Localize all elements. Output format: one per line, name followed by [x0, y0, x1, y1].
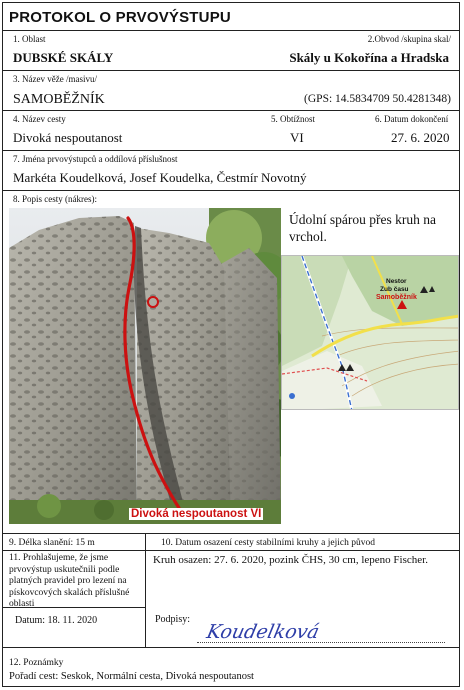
jmena-value: Markéta Koudelková, Josef Koudelka, Čestmír Novotný	[13, 170, 307, 185]
divider	[3, 607, 145, 608]
gps-value: (GPS: 14.5834709 50.4281348)	[304, 93, 451, 105]
map-label-zub: Zub času	[380, 286, 409, 293]
oblast-label: 1. Oblast	[13, 34, 46, 44]
prohlaseni-text: 11. Prohlašujeme, že jsme prvovýstup uskutečnili podle platných pravidel pro lezení na pískovcových skalách příslušné oblasti	[9, 553, 130, 609]
divider	[3, 30, 459, 31]
obvod-value: Skály u Kokořína a Hradska	[289, 50, 449, 65]
slaneni-label: 9. Délka slanění: 15 m	[9, 538, 95, 548]
divider	[3, 647, 459, 648]
podpisy-label: Podpisy:	[155, 614, 191, 625]
route-photo	[9, 208, 281, 524]
cesta-value: Divoká nespoutanost	[13, 130, 123, 145]
poznamky-value: Pořadí cest: Seskok, Normální cesta, Divoká nespoutanost	[9, 671, 254, 682]
divider	[3, 110, 459, 111]
protocol-form	[2, 2, 460, 687]
divider	[3, 533, 459, 534]
obtiznost-value: VI	[290, 130, 304, 145]
vez-label: 3. Název věže /masivu/	[13, 74, 97, 84]
oblast-value: DUBSKÉ SKÁLY	[13, 50, 114, 65]
datum-label: Datum: 18. 11. 2020	[15, 615, 98, 626]
cesta-label: 4. Název cesty	[13, 114, 66, 124]
popis-text: Údolní spárou přes kruh na vrchol.	[289, 212, 436, 244]
obvod-label: 2.Obvod /skupina skal/	[367, 34, 451, 44]
osazeni-value: Kruh osazen: 27. 6. 2020, pozink ČHS, 30 cm, lepeno Fischer.	[153, 554, 428, 566]
datum-dokonceni-label: 6. Datum dokončení	[375, 114, 449, 124]
datum-dokonceni-value: 27. 6. 2020	[391, 130, 450, 145]
map-label-samobeznik: Samoběžník	[376, 294, 417, 301]
divider	[3, 550, 459, 551]
divider	[3, 70, 459, 71]
poznamky-label: 12. Poznámky	[9, 658, 64, 668]
signature-line	[197, 642, 445, 643]
jmena-label: 7. Jména prvovýstupců a oddílová příslušnost	[13, 154, 178, 164]
vez-value: SAMOBĚŽNÍK	[13, 92, 105, 107]
route-label: Divoká nespoutanost VI	[131, 508, 262, 520]
obtiznost-label: 5. Obtížnost	[271, 114, 315, 124]
popis-label: 8. Popis cesty (nákres):	[13, 194, 97, 204]
divider	[3, 150, 459, 151]
divider	[3, 190, 459, 191]
location-map	[281, 255, 459, 410]
form-title: PROTOKOL O PRVOVÝSTUPU	[9, 9, 231, 26]
signature: Koudelková	[204, 621, 322, 643]
map-label-nestor: Nestor	[386, 278, 407, 285]
osazeni-label: 10. Datum osazení cesty stabilními kruhy a jejich původ	[161, 538, 375, 548]
